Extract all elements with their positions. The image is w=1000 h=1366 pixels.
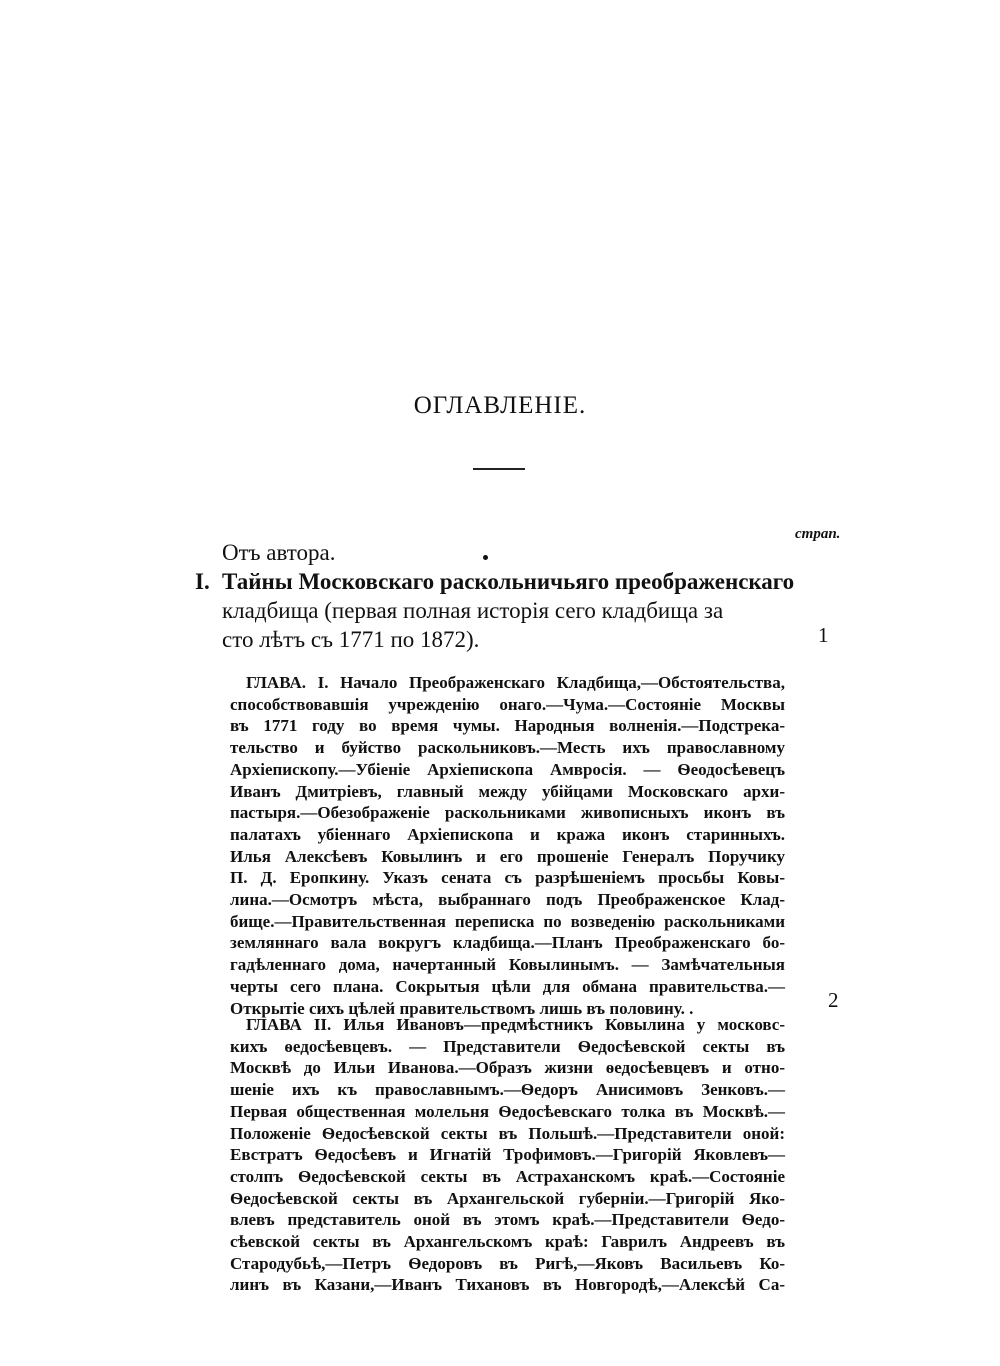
chapter-summary-1 (230, 672, 785, 1019)
chapter-line: гадѣленнаго дома, начертанный Ковылинымъ. — Замѣчательныя (230, 955, 785, 975)
chapter-line: шеніе ихъ къ православнымъ.—Ѳедоръ Анисимовъ Зенковъ.— (230, 1080, 785, 1100)
chapter-line: въ 1771 году во время чумы. Народныя волненія.—Подстрека- (230, 716, 785, 736)
chapter-line: Первая общественная молельня Ѳедосѣевскаго толка въ Москвѣ.— (230, 1101, 785, 1121)
dot-mark (483, 555, 488, 560)
chapter-line: палатахъ убіеннаго Архіепископа и кража иконъ старинныхъ. (230, 824, 785, 844)
chapter-line: Иванъ Дмитріевъ, главный между убійцами Московскаго архи- (230, 781, 785, 801)
chapter-line: ГЛАВА. I. Начало Преображенскаго Кладбища,—Обстоятельства, (246, 673, 785, 692)
chapter-line: черты сего плана. Сокрытыя цѣли для обмана правительства.— (230, 976, 785, 996)
chapter-line: способствовавшія учрежденію онаго.—Чума.—Состояніе Москвы (230, 694, 785, 714)
toc-entry-line (195, 567, 795, 596)
toc-entry-number: I. (195, 569, 210, 594)
chapter-line: Стародубьѣ,—Петръ Ѳедоровъ въ Ригѣ,—Яковъ Васильевъ Ко- (230, 1253, 785, 1273)
toc-page-number: 1 (818, 623, 829, 647)
title-rule (473, 468, 525, 470)
chapter-line: земляннаго вала вокругъ кладбища.—Планъ Преображенскаго бо- (230, 933, 785, 953)
chapter-line: пастыря.—Обезображеніе раскольниками живописныхъ иконъ въ (230, 803, 785, 823)
chapter-line: Евстратъ Ѳедосѣевъ и Игнатій Трофимовъ.—Григорій Яковлевъ— (230, 1145, 785, 1165)
chapter-summary-2 (230, 1014, 785, 1296)
toc-page-number: 2 (828, 988, 839, 1012)
chapter-line: Ѳедосѣевской секты въ Архангельской губерніи.—Григорій Яко- (230, 1188, 785, 1208)
toc-entry-line: сто лѣтъ съ 1771 по 1872). (222, 627, 480, 652)
chapter-line: лина.—Осмотръ мѣста, выбраннаго подъ Преображенское Клад- (230, 890, 785, 910)
chapter-line: Архіепископу.—Убіеніе Архіепископа Амвросія. — Ѳеодосѣевецъ (230, 759, 785, 779)
toc-entry-author-preface: Отъ автора. (222, 540, 336, 565)
chapter-line: кихъ ѳедосѣевцевъ. — Представители Ѳедосѣевской секты въ (230, 1036, 785, 1056)
toc-entry-line: кладбища (первая полная исторія сего кладбища за (222, 598, 724, 623)
page-title: ОГЛАВЛЕНІЕ. (413, 392, 587, 419)
chapter-line: Илья Алексѣевъ Ковылинъ и его прошеніе Генералъ Поручику (230, 846, 785, 866)
chapter-line: столпъ Ѳедосѣевской секты въ Астраханскомъ краѣ.—Состояніе (230, 1166, 785, 1186)
chapter-line: линъ въ Казани,—Иванъ Тихановъ въ Новгородѣ,—Алексѣй Са- (230, 1275, 785, 1295)
chapter-line: ГЛАВА II. Илья Ивановъ—предмѣстникъ Ковылина у московс- (246, 1015, 785, 1034)
chapter-line: Открытіе сихъ цѣлей правительствомъ лишь въ половину. . (230, 998, 694, 1018)
chapter-line: тельство и буйство раскольниковъ.—Месть ихъ православному (230, 738, 785, 758)
chapter-line: Москвѣ до Ильи Иванова.—Образъ жизни ѳедосѣевцевъ и отно- (230, 1058, 785, 1078)
chapter-line: Положеніе Ѳедосѣевской секты въ Польшѣ.—Представители оной: (230, 1123, 785, 1143)
chapter-line: влевъ представитель оной въ этомъ краѣ.—Представители Ѳедо- (230, 1210, 785, 1230)
toc-entry-text: Тайны Московскаго раскольничьяго преображенскаго (222, 569, 795, 594)
page-column-heading: страп. (795, 526, 841, 542)
chapter-line: сѣевской секты въ Архангельскомъ краѣ: Гаврилъ Андреевъ въ (230, 1232, 785, 1252)
chapter-line: бище.—Правительственная переписка по возведенію раскольниками (230, 911, 785, 931)
chapter-line: П. Д. Еропкину. Указъ сената съ разрѣшеніемъ просьбы Ковы- (230, 868, 785, 888)
toc-entry-part-one (195, 567, 795, 654)
